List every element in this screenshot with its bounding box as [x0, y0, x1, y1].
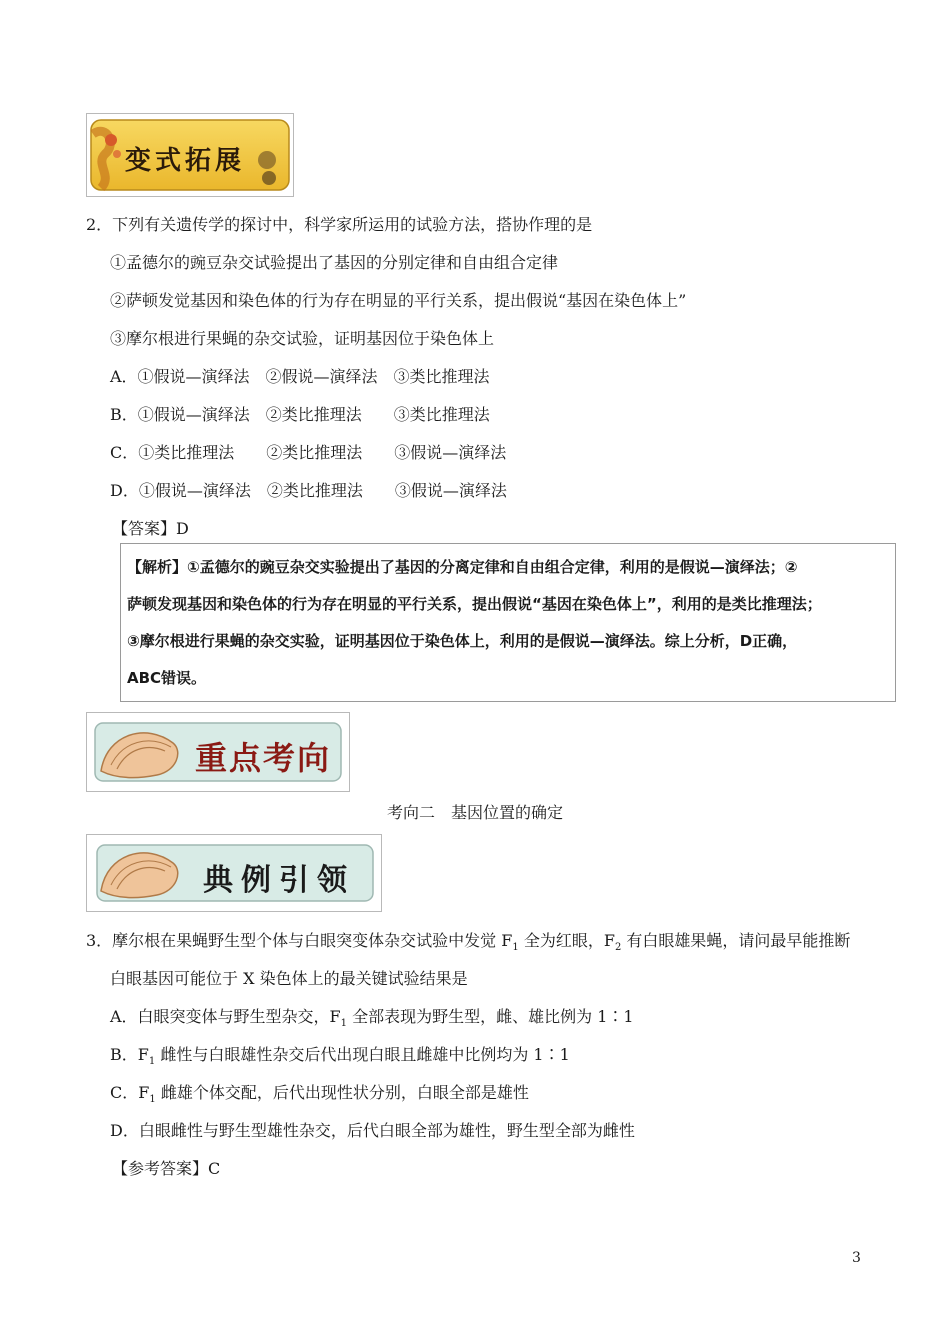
- q3-option-a: [110, 1006, 634, 1031]
- q3-stem-part-c: 有白眼雄果蝇，请问最早能推断: [621, 931, 851, 950]
- subscript-2: 2: [614, 942, 622, 953]
- q2-option-d: D．①假说—演绎法 ②类比推理法 ③假说—演绎法: [110, 481, 507, 500]
- subscript-1: 1: [512, 942, 519, 953]
- q2-item-1: ①孟德尔的豌豆杂交试验提出了基因的分别定律和自由组合定律: [110, 253, 559, 272]
- q3-option-c-part-1: C．F: [110, 1083, 150, 1102]
- banner-typical-example-label: 典例引领: [203, 863, 355, 898]
- banner-key-direction-label: 重点考向: [195, 739, 332, 777]
- subscript-1: 1: [148, 1056, 156, 1067]
- q2-item-3: ③摩尔根进行果蝇的杂交试验，证明基因位于染色体上: [110, 329, 495, 348]
- subscript-1: 1: [149, 1094, 156, 1105]
- q3-stem-line-2: 白眼基因可能位于 X 染色体上的最关键试验结果是: [110, 969, 468, 988]
- q3-stem-part-a: 3．摩尔根在果蝇野生型个体与白眼突变体杂交试验中发觉 F: [86, 931, 513, 950]
- q3-option-b-part-1: B．F: [110, 1045, 149, 1064]
- q2-analysis-line-2: 萨顿发现基因和染色体的行为存在明显的平行关系，提出假说“基因在染色体上”，利用的是类比推理法；: [127, 595, 822, 613]
- subscript-1: 1: [340, 1018, 348, 1029]
- q3-option-a-part-2: 全部表现为野生型，雌、雄比例为 1∶1: [347, 1007, 634, 1026]
- q2-analysis-line-4: ABC错误。: [127, 669, 207, 687]
- q3-option-c: [110, 1082, 529, 1107]
- q2-analysis-line-3: ③摩尔根进行果蝇的杂交实验，证明基因位于染色体上，利用的是假说—演绎法。综上分析，D正确，: [127, 632, 798, 650]
- banner-variant-label: 变式拓展: [125, 146, 246, 176]
- q3-option-c-part-2: 雌雄个体交配，后代出现性状分别，白眼全部是雄性: [155, 1083, 529, 1102]
- q2-stem: 2．下列有关遗传学的探讨中，科学家所运用的试验方法，搭协作理的是: [86, 215, 593, 234]
- banner-variant-extension: [86, 113, 294, 197]
- q3-stem-line-1: [86, 930, 850, 955]
- q3-option-d: D．白眼雌性与野生型雄性杂交，后代白眼全部为雄性，野生型全部为雌性: [110, 1121, 635, 1140]
- q3-option-b: [110, 1044, 570, 1069]
- q2-option-b: B．①假说—演绎法 ②类比推理法 ③类比推理法: [110, 405, 490, 424]
- section-title: 考向二 基因位置的确定: [386, 803, 563, 822]
- banner-key-direction: [86, 712, 350, 792]
- q3-answer: 【参考答案】C: [112, 1159, 221, 1178]
- q3-option-b-part-2: 雌性与白眼雄性杂交后代出现白眼且雌雄中比例均为 1∶1: [155, 1045, 570, 1064]
- q3-option-a-part-1: A．白眼突变体与野生型杂交，F: [110, 1007, 341, 1026]
- q2-option-c: C．①类比推理法 ②类比推理法 ③假说—演绎法: [110, 443, 507, 462]
- q2-analysis-box: [120, 543, 896, 702]
- q2-analysis-line-1: 【解析】①孟德尔的豌豆杂交实验提出了基因的分离定律和自由组合定律，利用的是假说—演绎法；②: [127, 558, 798, 576]
- q2-item-2: ②萨顿发觉基因和染色体的行为存在明显的平行关系，提出假说“基因在染色体上”: [110, 291, 687, 310]
- banner-typical-example: [86, 834, 382, 912]
- q2-answer: 【答案】D: [112, 519, 189, 538]
- page-number: 3: [852, 1250, 861, 1266]
- q3-stem-part-b: 全为红眼，F: [518, 931, 615, 950]
- q2-option-a: A．①假说—演绎法 ②假说—演绎法 ③类比推理法: [110, 367, 490, 386]
